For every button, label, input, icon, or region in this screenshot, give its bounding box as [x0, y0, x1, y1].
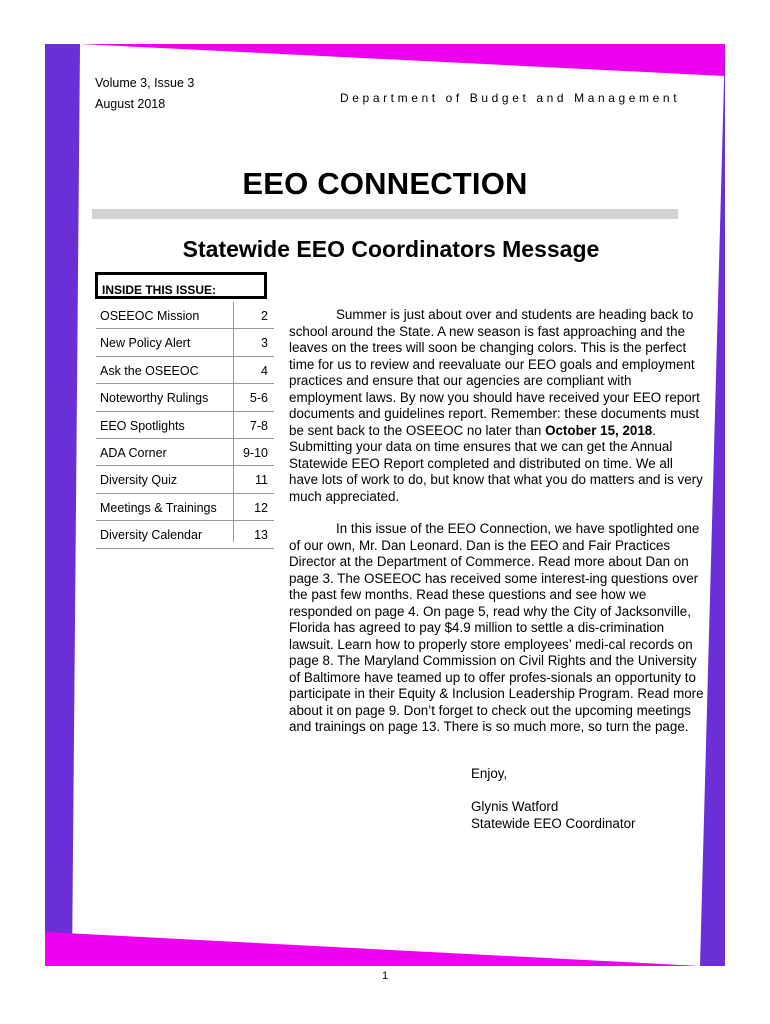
toc-label: ADA Corner	[100, 445, 167, 460]
toc-page: 9-10	[242, 445, 268, 460]
toc-row	[96, 521, 274, 548]
toc-divider	[233, 302, 234, 542]
issue-date: August 2018	[95, 97, 166, 111]
toc-label: Ask the OSEEOC	[100, 363, 199, 378]
toc-page: 2	[261, 309, 268, 323]
salutation: Enjoy,	[471, 766, 508, 781]
paragraph-1	[289, 307, 704, 505]
bottom-magenta-band	[45, 932, 700, 966]
toc-row	[96, 329, 274, 356]
toc-row	[96, 466, 274, 493]
toc-row	[96, 439, 274, 466]
toc-row	[96, 302, 274, 329]
article-heading: Statewide EEO Coordinators Message	[182, 236, 600, 262]
toc-row	[96, 412, 274, 439]
toc-row	[96, 494, 274, 521]
newsletter-title: EEO CONNECTION	[242, 166, 528, 201]
message-body	[289, 307, 704, 736]
paragraph-2: In this issue of the EEO Connection, we have spotlighted one of our own, Mr. Dan Leonard. Dan is the EEO and Fair Practices Director at the Department of Commerce. Read more about Dan on page 3. The OSEEOC has received some interest-ing questions over the past few months. Read these questions and see how we responded on page 4. On page 5, read why the City of Jacksonville, Florida has agreed to pay $4.9 million to settle a dis-crimination lawsuit. Learn how to properly store employees’ medi-cal records on page 8. The Maryland Commission on Civil Rights and the University of Baltimore have teamed up to offer profes-sionals an opportunity to participate in their Equity & Inclusion Leadership Program. Read more about it on page 9. Don’t forget to check out the upcoming meetings and trainings on page 13. There is so much more, so turn the page.	[289, 521, 704, 734]
toc-heading: INSIDE THIS ISSUE:	[95, 272, 267, 299]
toc-label: New Policy Alert	[100, 336, 191, 351]
paragraph-1-text: Summer is just about over and students are heading back to school around the State. A new season is fast approaching and the leaves on the trees will soon be changing colors. This is the perfect time for us to review and reevaluate our EEO goals and employment practices and ensure that our agencies are compliant with employment laws. By now you should have received your EEO report documents and guidelines report. Remember: these documents must be sent back to the OSEEOC no later than	[289, 307, 700, 438]
toc-label: EEO Spotlights	[100, 418, 185, 433]
table-of-contents	[96, 302, 274, 549]
top-magenta-band	[80, 44, 725, 76]
toc-row	[96, 357, 274, 384]
signature-block	[471, 766, 636, 832]
toc-page: 12	[254, 500, 268, 515]
signer-name: Glynis Watford	[471, 799, 559, 814]
toc-label: OSEEOC Mission	[100, 309, 200, 323]
toc-page: 13	[254, 528, 268, 543]
toc-page: 4	[261, 363, 268, 378]
toc-label: Meetings & Trainings	[100, 500, 217, 515]
toc-row	[96, 384, 274, 411]
toc-page: 5-6	[249, 391, 268, 406]
department-name: Department of Budget and Management	[340, 91, 681, 105]
paragraph-1-text-end: . Submitting your data on time ensures that we can get the Annual Statewide EEO Report completed and distributed on time. We all have lots of work to do, but know that what you do matters and is very much appreciated.	[289, 422, 703, 504]
title-rule	[92, 209, 678, 219]
deadline-date: October 15, 2018	[545, 422, 653, 438]
toc-page: 3	[261, 336, 268, 351]
page-number: 1	[381, 970, 389, 982]
toc-label: Diversity Calendar	[100, 528, 203, 543]
signer-title: Statewide EEO Coordinator	[471, 815, 636, 831]
volume-issue: Volume 3, Issue 3	[95, 76, 195, 90]
toc-page: 11	[255, 473, 268, 488]
toc-label: Noteworthy Rulings	[100, 391, 209, 406]
toc-label: Diversity Quiz	[100, 473, 178, 488]
toc-page: 7-8	[249, 418, 268, 433]
